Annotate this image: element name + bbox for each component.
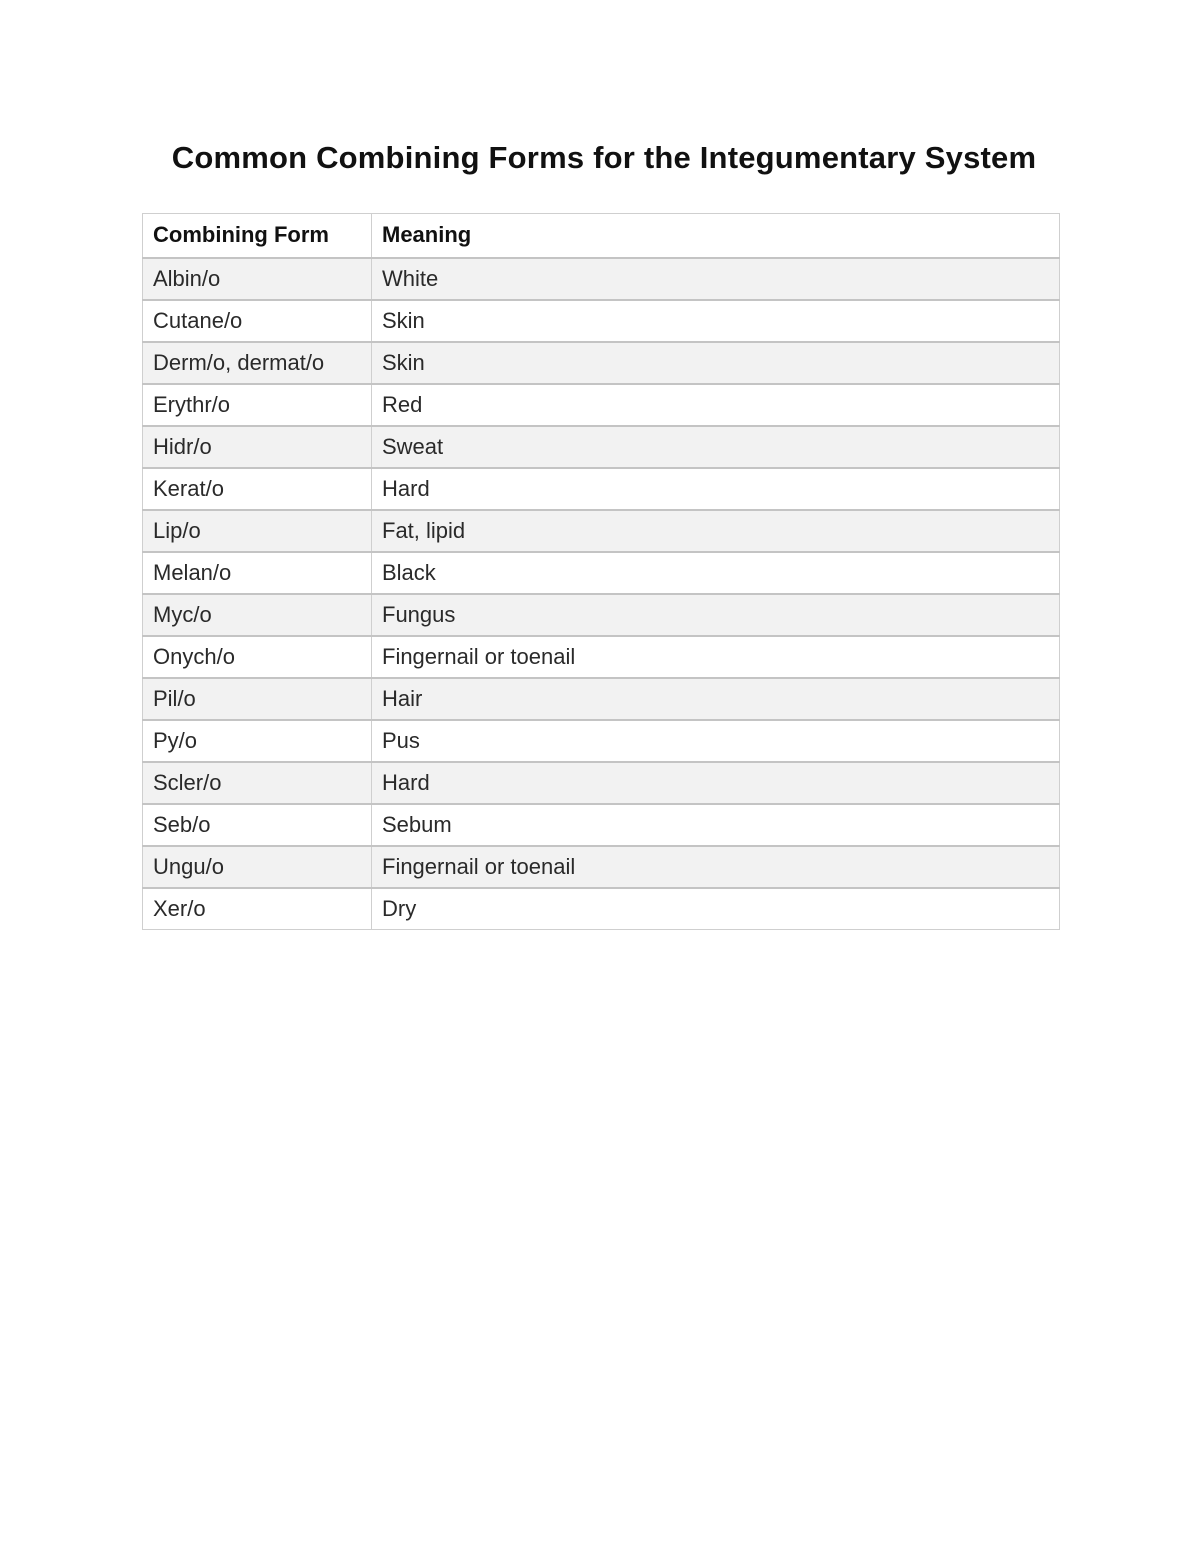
combining-form-cell: Erythr/o bbox=[143, 384, 372, 426]
combining-form-cell: Melan/o bbox=[143, 552, 372, 594]
combining-form-cell: Py/o bbox=[143, 720, 372, 762]
combining-form-cell: Xer/o bbox=[143, 888, 372, 930]
combining-form-cell: Onych/o bbox=[143, 636, 372, 678]
table-row bbox=[143, 342, 1060, 384]
page-title: Common Combining Forms for the Integumentary System bbox=[171, 140, 1037, 175]
table-row bbox=[143, 300, 1060, 342]
meaning-cell: Fat, lipid bbox=[372, 510, 1060, 552]
meaning-cell: Black bbox=[372, 552, 1060, 594]
combining-form-cell: Lip/o bbox=[143, 510, 372, 552]
table-row bbox=[143, 762, 1060, 804]
combining-form-cell: Albin/o bbox=[143, 258, 372, 300]
table-row bbox=[143, 426, 1060, 468]
table-row bbox=[143, 636, 1060, 678]
combining-form-cell: Cutane/o bbox=[143, 300, 372, 342]
combining-forms-table bbox=[142, 213, 1060, 930]
table-row bbox=[143, 384, 1060, 426]
meaning-cell: Fungus bbox=[372, 594, 1060, 636]
meaning-cell: Sebum bbox=[372, 804, 1060, 846]
table-row bbox=[143, 888, 1060, 930]
combining-form-cell: Seb/o bbox=[143, 804, 372, 846]
column-header-combining-form: Combining Form bbox=[143, 214, 372, 258]
table-row bbox=[143, 678, 1060, 720]
meaning-cell: Dry bbox=[372, 888, 1060, 930]
table-row bbox=[143, 804, 1060, 846]
meaning-cell: Hard bbox=[372, 468, 1060, 510]
meaning-cell: Red bbox=[372, 384, 1060, 426]
table-row bbox=[143, 258, 1060, 300]
table-header-row bbox=[143, 214, 1060, 258]
combining-form-cell: Derm/o, dermat/o bbox=[143, 342, 372, 384]
table-row bbox=[143, 846, 1060, 888]
meaning-cell: Sweat bbox=[372, 426, 1060, 468]
meaning-cell: Fingernail or toenail bbox=[372, 846, 1060, 888]
table-row bbox=[143, 594, 1060, 636]
meaning-cell: Skin bbox=[372, 342, 1060, 384]
meaning-cell: White bbox=[372, 258, 1060, 300]
combining-form-cell: Hidr/o bbox=[143, 426, 372, 468]
combining-form-cell: Myc/o bbox=[143, 594, 372, 636]
table-row bbox=[143, 720, 1060, 762]
meaning-cell: Skin bbox=[372, 300, 1060, 342]
combining-form-cell: Pil/o bbox=[143, 678, 372, 720]
meaning-cell: Pus bbox=[372, 720, 1060, 762]
combining-form-cell: Scler/o bbox=[143, 762, 372, 804]
column-header-meaning: Meaning bbox=[372, 214, 1060, 258]
table-row bbox=[143, 468, 1060, 510]
meaning-cell: Hair bbox=[372, 678, 1060, 720]
combining-form-cell: Ungu/o bbox=[143, 846, 372, 888]
table-row bbox=[143, 510, 1060, 552]
meaning-cell: Hard bbox=[372, 762, 1060, 804]
combining-form-cell: Kerat/o bbox=[143, 468, 372, 510]
table-row bbox=[143, 552, 1060, 594]
meaning-cell: Fingernail or toenail bbox=[372, 636, 1060, 678]
